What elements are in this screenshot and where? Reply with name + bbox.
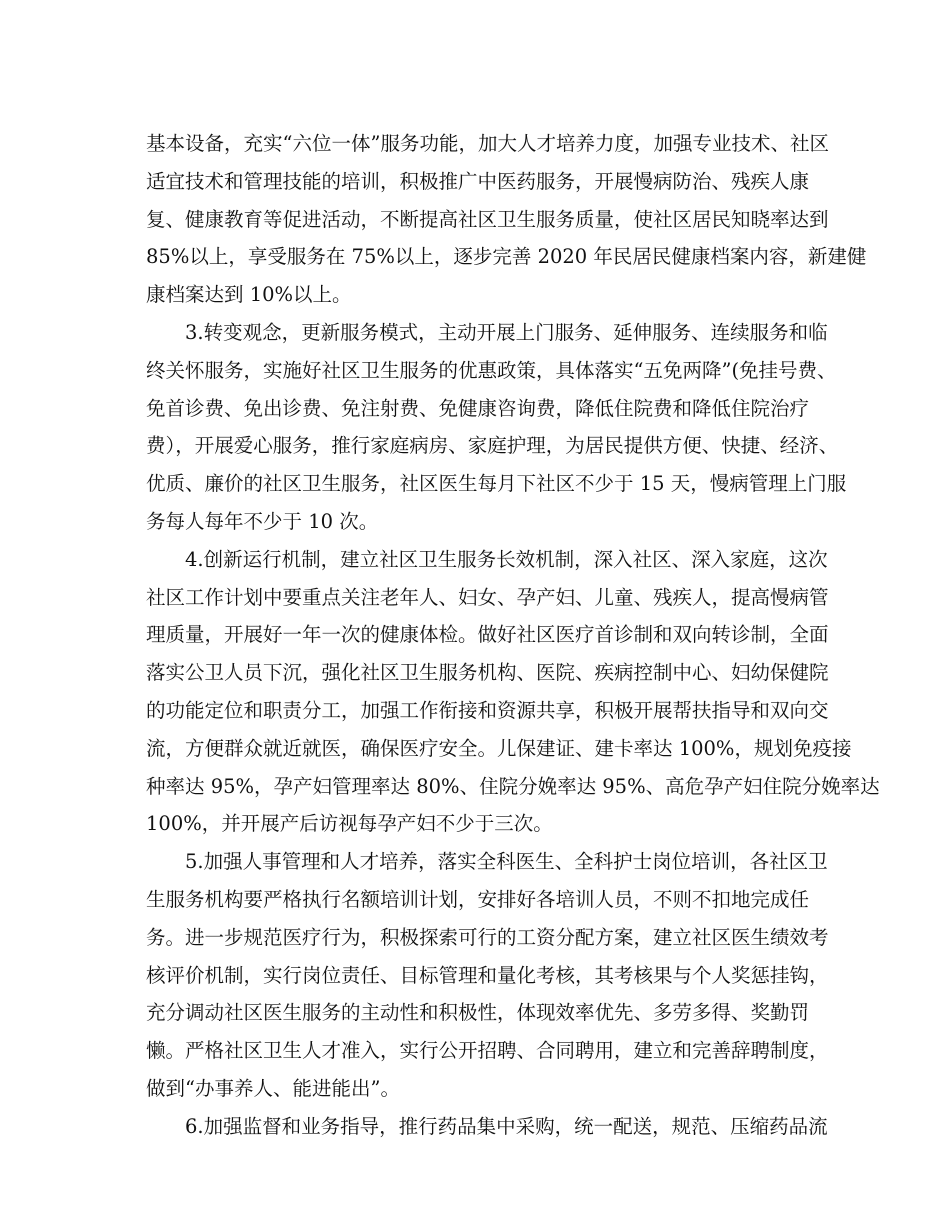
paragraph xyxy=(146,1108,828,1146)
text-line: 生服务机构要严格执行名额培训计划，安排好各培训人员，不则不扣地完成任 xyxy=(146,887,810,911)
text-line: 康档案达到 10%以上。 xyxy=(146,283,352,307)
text-line: 终关怀服务，实施好社区卫生服务的优惠政策，具体落实“五免两降”(免挂号费、 xyxy=(146,358,837,382)
text-line: 4.创新运行机制，建立社区卫生服务长效机制，深入社区、深入家庭，这次 xyxy=(185,547,828,571)
text-line: 5.加强人事管理和人才培养，落实全科医生、全科护士岗位培训，各社区卫 xyxy=(185,850,828,874)
text-line: 适宜技术和管理技能的培训，积极推广中医药服务，开展慢病防治、残疾人康 xyxy=(146,169,810,193)
text-line: 6.加强监督和业务指导，推行药品集中采购，统一配送，规范、压缩药品流 xyxy=(185,1114,828,1138)
text-line: 务每人每年不少于 10 次。 xyxy=(146,509,379,533)
text-line: 费），开展爱心服务，推行家庭病房、家庭护理，为居民提供方便、快捷、经济、 xyxy=(146,434,839,458)
text-line: 务。进一步规范医疗行为，积极探索可行的工资分配方案，建立社区医生绩效考 xyxy=(146,925,829,949)
paragraph xyxy=(146,541,880,843)
paragraph xyxy=(146,843,829,1108)
text-line: 核评价机制，实行岗位责任、目标管理和量化考核，其考核果与个人奖惩挂钩， xyxy=(146,963,829,987)
text-line: 做到“办事养人、能进能出”。 xyxy=(146,1076,400,1100)
text-line: 85%以上，享受服务在 75%以上，逐步完善 2020 年民居民健康档案内容，新建健 xyxy=(146,245,867,269)
text-line: 复、健康教育等促进活动，不断提高社区卫生服务质量，使社区居民知晓率达到 xyxy=(146,207,829,231)
text-line: 3.转变观念，更新服务模式，主动开展上门服务、延伸服务、连续服务和临 xyxy=(185,320,828,344)
text-line: 优质、廉价的社区卫生服务，社区医生每月下社区不少于 15 天，慢病管理上门服 xyxy=(146,472,847,496)
text-line: 基本设备，充实“六位一体”服务功能，加大人才培养力度，加强专业技术、社区 xyxy=(146,132,829,155)
text-line: 理质量，开展好一年一次的健康体检。做好社区医疗首诊制和双向转诊制，全面 xyxy=(146,623,829,647)
text-line: 落实公卫人员下沉，强化社区卫生服务机构、医院、疾病控制中心、妇幼保健院 xyxy=(146,661,829,685)
document-body xyxy=(146,125,880,1146)
text-line: 免首诊费、免出诊费、免注射费、免健康咨询费，降低住院费和降低住院治疗 xyxy=(146,396,810,420)
text-line: 的功能定位和职责分工，加强工作衔接和资源共享，积极开展帮扶指导和双向交 xyxy=(146,698,829,722)
text-line: 100%，并开展产后访视每孕产妇不少于三次。 xyxy=(146,812,553,836)
text-line: 流，方便群众就近就医，确保医疗安全。儿保建证、建卡率达 100%，规划免疫接 xyxy=(146,736,852,760)
paragraph xyxy=(146,314,847,541)
text-line: 种率达 95%，孕产妇管理率达 80%、住院分娩率达 95%、高危孕产妇住院分娩率达 xyxy=(146,774,880,798)
paragraph xyxy=(146,125,867,314)
text-line: 社区工作计划中要重点关注老年人、妇女、孕产妇、儿童、残疾人，提高慢病管 xyxy=(146,585,829,609)
text-line: 懒。严格社区卫生人才准入，实行公开招聘、合同聘用，建立和完善辞聘制度， xyxy=(146,1039,829,1063)
text-line: 充分调动社区医生服务的主动性和积极性，体现效率优先、多劳多得、奖勤罚 xyxy=(146,1001,810,1025)
